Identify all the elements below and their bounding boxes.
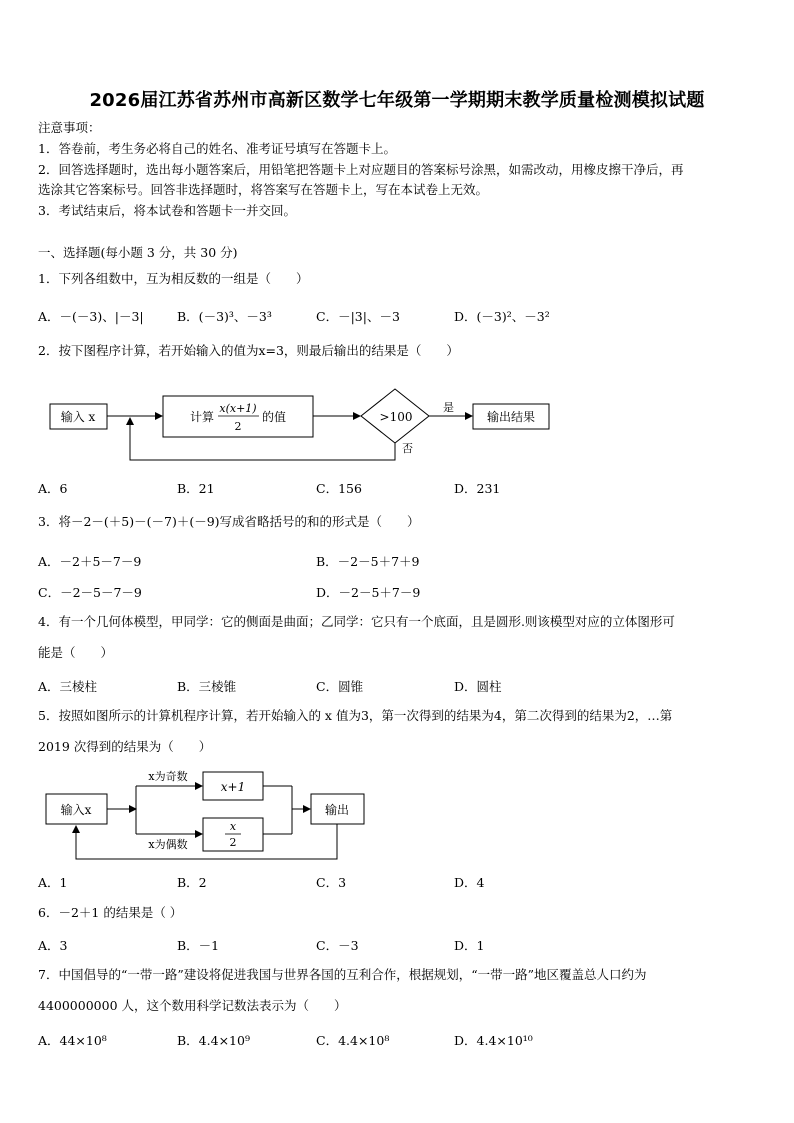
q4-option-b[interactable]: B．三棱锥	[177, 679, 237, 694]
notice-item-1: 1．答卷前，考生务必将自己的姓名、准考证号填写在答题卡上。	[38, 141, 396, 156]
notice-item-2-cont: 选涂其它答案标号。回答非选择题时，将答案写在答题卡上，写在本试卷上无效。	[38, 182, 489, 197]
q2-flowchart	[40, 384, 560, 468]
q5-option-a[interactable]: A．1	[38, 875, 68, 890]
q1-stem: 1．下列各组数中，互为相反数的一组是（ ）	[38, 271, 309, 286]
q5-flowchart	[40, 764, 380, 864]
q2-calc-numerator: x(x+1)	[219, 402, 257, 415]
q2-decision-label: >100	[379, 410, 413, 424]
q7-stem-line1: 7．中国倡导的“一带一路”建设将促进我国与世界各国的互利合作，根据规划，“一带一路”地区覆盖总人口约为	[38, 967, 647, 982]
q2-calc-pre: 计算	[190, 410, 215, 424]
q6-option-a[interactable]: A．3	[38, 938, 68, 953]
q3-stem: 3．将－2－(＋5)－(－7)＋(－9)写成省略括号的和的形式是（ ）	[38, 514, 420, 529]
q2-option-a[interactable]: A．6	[38, 481, 68, 496]
q5-input-label: 输入x	[60, 803, 92, 817]
q6-option-d[interactable]: D．1	[454, 938, 485, 953]
q5-option-b[interactable]: B．2	[177, 875, 207, 890]
q2-option-d[interactable]: D．231	[454, 481, 501, 496]
q2-stem: 2．按下图程序计算，若开始输入的值为x=3，则最后输出的结果是（ ）	[38, 343, 459, 358]
q4-option-c[interactable]: C．圆锥	[316, 679, 364, 694]
q5-option-d[interactable]: D．4	[454, 875, 485, 890]
q5-output-label: 输出	[324, 803, 350, 817]
q5-half-numerator: x	[229, 820, 237, 833]
q2-no-label: 否	[402, 442, 413, 455]
q5-stem-line2: 2019 次得到的结果为（ ）	[38, 739, 212, 754]
q3-option-b[interactable]: B．－2－5＋7＋9	[316, 554, 420, 569]
q3-option-a[interactable]: A．－2＋5－7－9	[38, 554, 142, 569]
q6-option-c[interactable]: C．－3	[316, 938, 359, 953]
q5-odd-label: x为奇数	[148, 770, 188, 783]
q7-option-b[interactable]: B．4.4×10⁹	[177, 1033, 250, 1048]
q1-option-d[interactable]: D．(－3)²、－3²	[454, 309, 550, 324]
notice-item-2: 2．回答选择题时，选出每小题答案后，用铅笔把答题卡上对应题目的答案标号涂黑，如需改动，用橡皮擦干净后，再	[38, 162, 684, 177]
q5-option-c[interactable]: C．3	[316, 875, 347, 890]
q3-option-c[interactable]: C．－2－5－7－9	[38, 585, 142, 600]
q1-option-a[interactable]: A．－(－3)、|－3|	[38, 309, 144, 324]
q2-calc-post: 的值	[262, 410, 287, 424]
q2-option-b[interactable]: B．21	[177, 481, 215, 496]
q6-option-b[interactable]: B．－1	[177, 938, 220, 953]
q5-even-label: x为偶数	[148, 838, 188, 851]
q1-option-b[interactable]: B．(－3)³、－3³	[177, 309, 272, 324]
q2-output-label: 输出结果	[486, 410, 536, 424]
q3-option-d[interactable]: D．－2－5＋7－9	[316, 585, 421, 600]
section-heading: 一、选择题(每小题 3 分，共 30 分)	[38, 245, 238, 260]
q6-stem: 6．－2＋1 的结果是（ ）	[38, 905, 183, 920]
q5-plus-label: x+1	[220, 780, 246, 794]
page-title: 2026届江苏省苏州市高新区数学七年级第一学期期末教学质量检测模拟试题	[89, 90, 705, 111]
q5-half-denominator: 2	[229, 836, 237, 849]
q7-option-a[interactable]: A．44×10⁸	[38, 1033, 107, 1048]
q2-yes-label: 是	[443, 401, 454, 414]
q4-option-a[interactable]: A．三棱柱	[38, 679, 98, 694]
q4-stem-line2: 能是（ ）	[38, 645, 114, 660]
notice-heading: 注意事项：	[38, 120, 101, 135]
q7-option-d[interactable]: D．4.4×10¹⁰	[454, 1033, 533, 1048]
q5-stem-line1: 5．按照如图所示的计算机程序计算，若开始输入的 x 值为3，第一次得到的结果为4，第二次得到的结果为2，…第	[38, 708, 673, 723]
notice-item-3: 3．考试结束后，将本试卷和答题卡一并交回。	[38, 203, 296, 218]
q4-stem-line1: 4．有一个几何体模型，甲同学：它的侧面是曲面；乙同学：它只有一个底面，且是圆形.则该模型对应的立体图形可	[38, 614, 675, 629]
q4-option-d[interactable]: D．圆柱	[454, 679, 502, 694]
q7-stem-line2: 4400000000 人，这个数用科学记数法表示为（ ）	[38, 998, 347, 1013]
q1-option-c[interactable]: C．－|3|、－3	[316, 309, 400, 324]
q2-option-c[interactable]: C．156	[316, 481, 362, 496]
q2-calc-denominator: 2	[234, 420, 242, 433]
q2-input-label: 输入 x	[60, 410, 96, 424]
q7-option-c[interactable]: C．4.4×10⁸	[316, 1033, 390, 1048]
